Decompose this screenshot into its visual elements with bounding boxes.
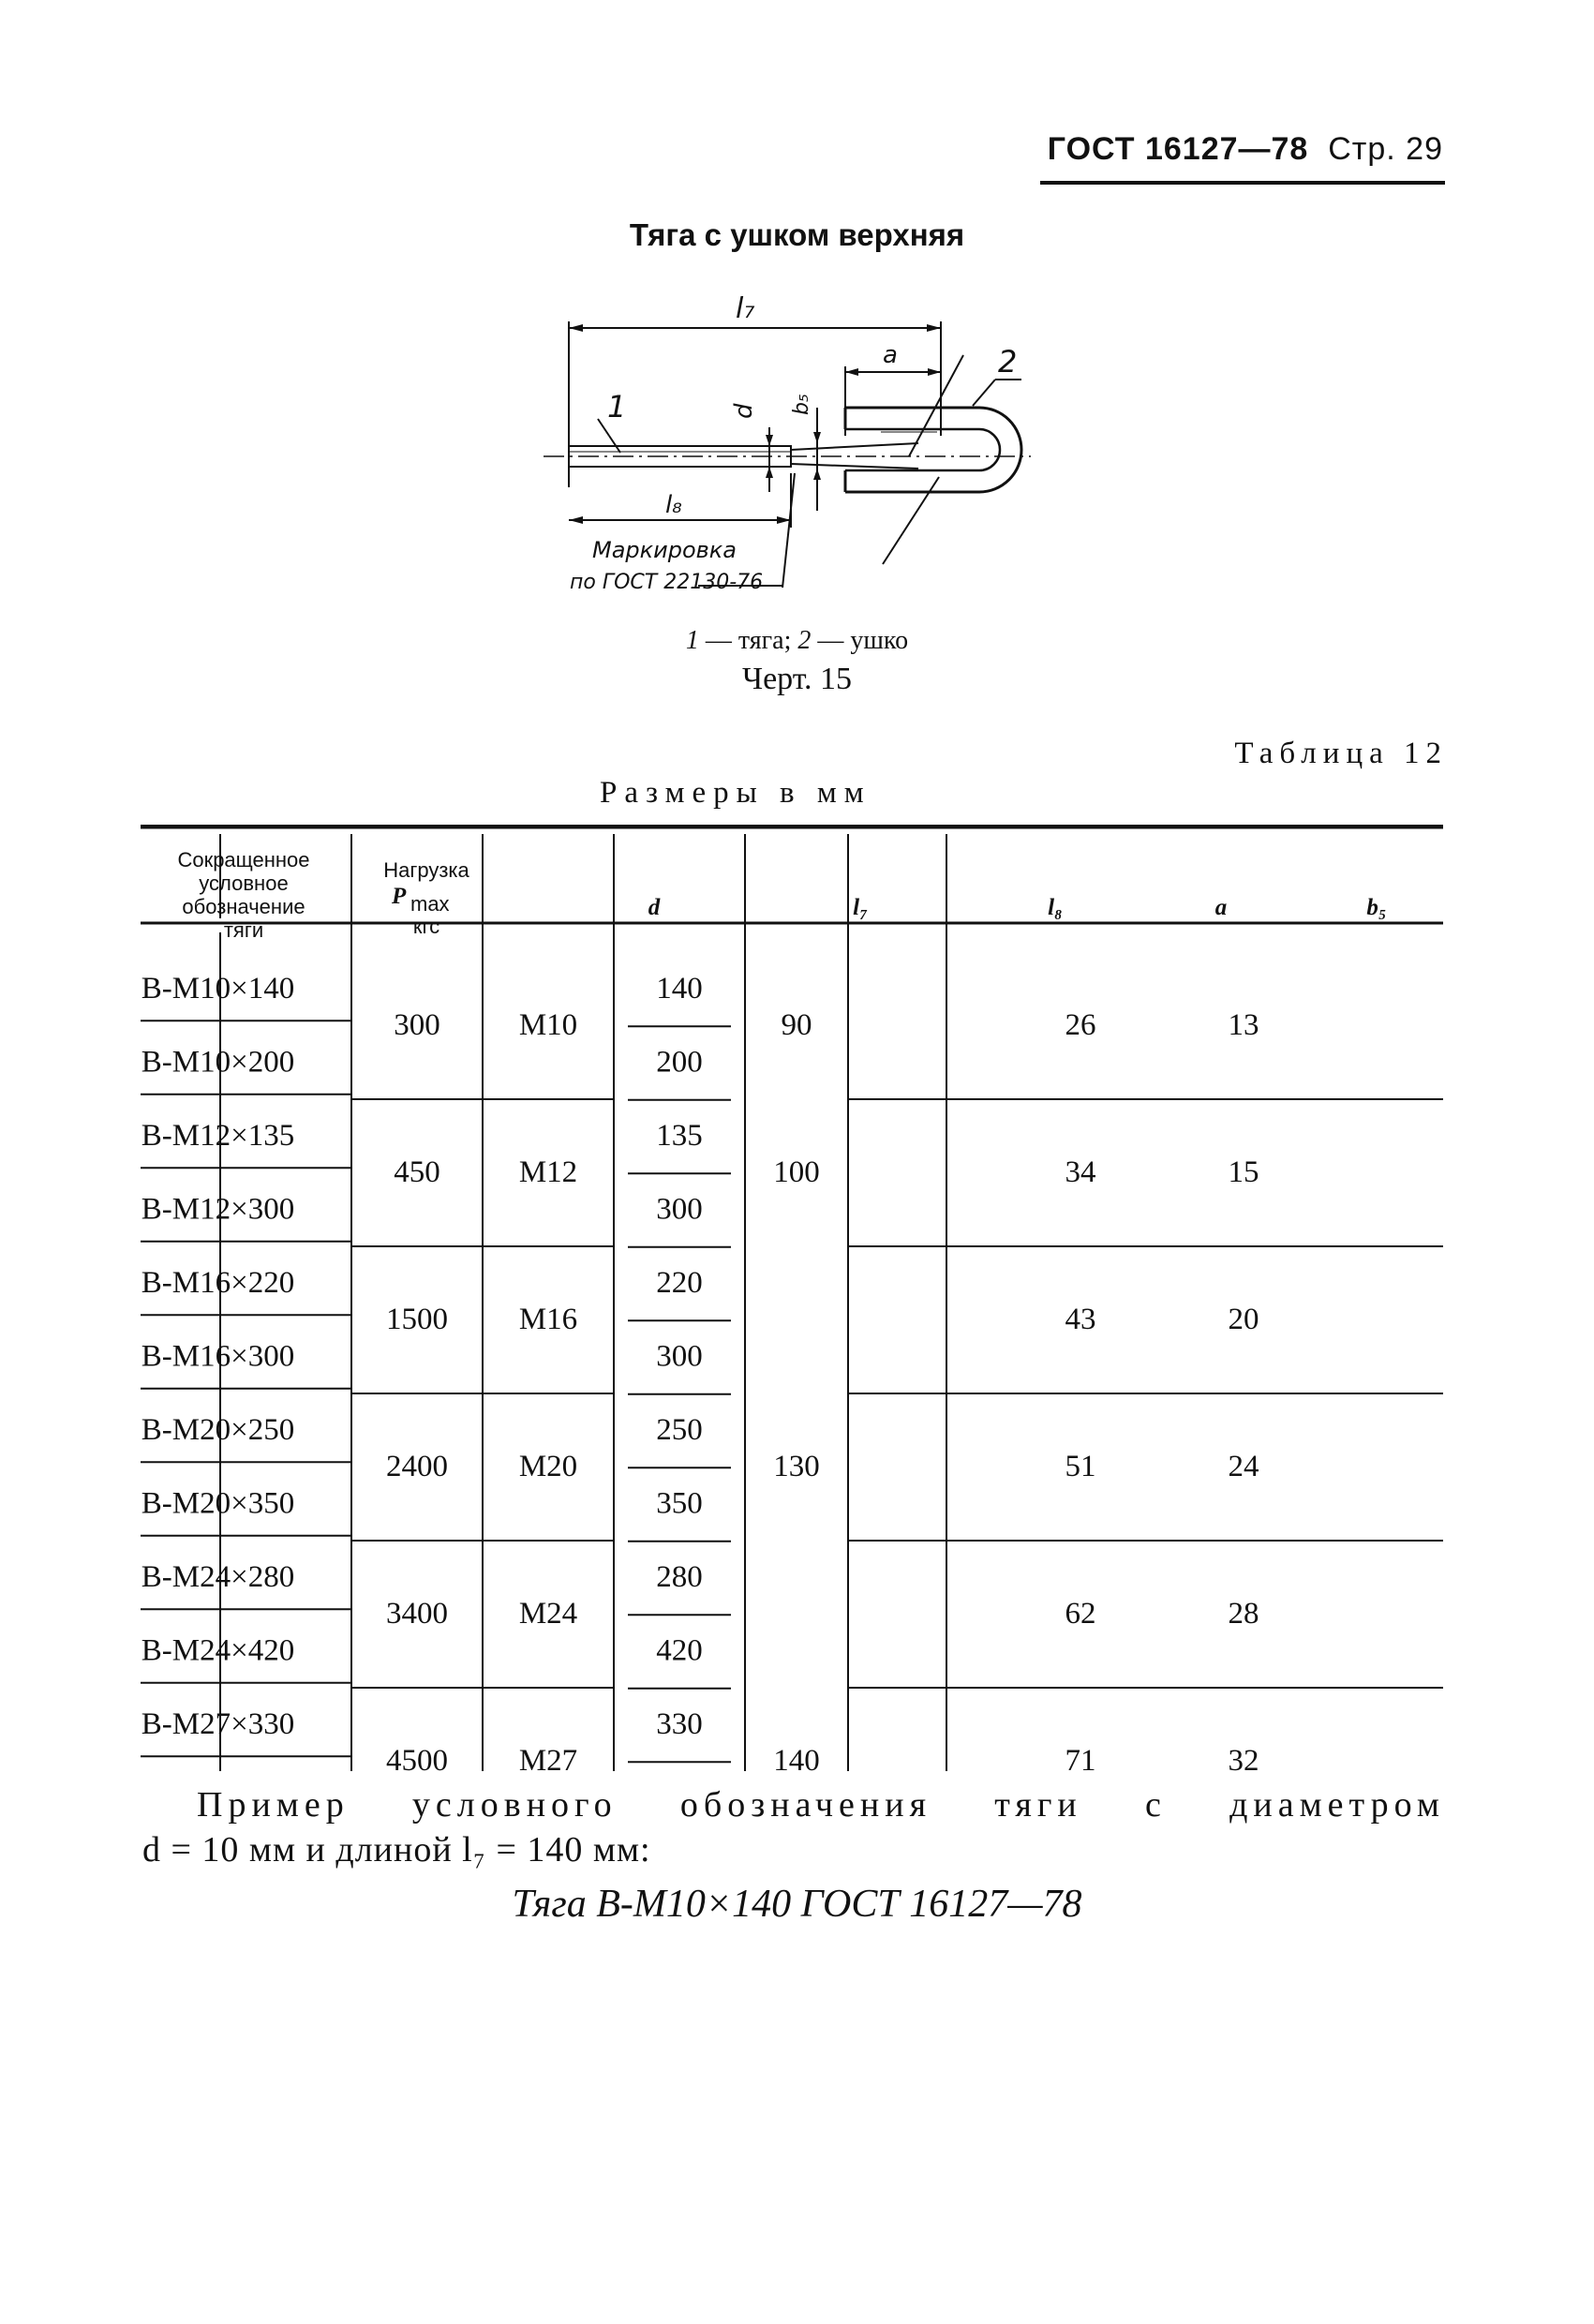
l7-label: l₇ [736,295,755,325]
header-designation-3: обозначение [182,895,305,918]
header-a: a [1214,895,1228,920]
d-label: d [730,403,758,419]
dimensions-table [141,825,1443,1771]
designation-cell: В-М10×140 [141,971,295,1006]
l8-cell: 140 [773,1744,820,1771]
figure-legend [0,626,1594,656]
b5-label: b₅ [790,394,813,415]
thread-cell: М20 [518,1450,578,1484]
designation-cell: В-М16×220 [141,1265,295,1300]
drawing-number: Черт. 15 [741,662,853,696]
a-cell: 71 [1065,1744,1096,1771]
legend-part2-number: 2 [797,626,812,655]
table-number: Таблица 12 [1234,737,1448,770]
thread-cell: М16 [518,1303,578,1337]
example-word: обозначения [679,1785,932,1825]
b5-cell: 20 [1228,1303,1259,1337]
standard-number: ГОСТ 16127—78 [1047,131,1309,167]
l7-cell: 200 [656,1045,703,1080]
header-load-symbol: P [392,884,407,909]
part2-leader [973,380,995,406]
part1-number: 1 [607,389,627,425]
designation-cell: В-М24×280 [141,1559,295,1594]
eye-outer [845,408,1021,492]
l7-cell: 350 [656,1486,703,1521]
designation-cell: В-М20×350 [141,1486,295,1521]
eye-inner [845,429,1000,470]
a-cell: 43 [1065,1303,1096,1337]
header-b5: b₅ [1366,895,1387,920]
example-word: диаметром [1229,1785,1445,1825]
b5-cell: 28 [1228,1597,1259,1631]
example-word: с [1145,1785,1167,1825]
marking-label-line2: по ГОСТ 22130-76 [570,571,764,594]
load-cell: 300 [394,1008,440,1043]
example-designation: Тяга В-М10×140 ГОСТ 16127—78 [512,1883,1082,1926]
page-number: Стр. 29 [1328,131,1443,167]
header-load-1: Нагрузка [383,858,469,882]
dimensions-caption: Размеры в мм [600,776,871,810]
load-cell: 2400 [386,1450,448,1484]
l7-cell: 280 [656,1559,703,1594]
l7-cell: 300 [656,1339,703,1374]
l7-cell: 135 [656,1118,703,1153]
header-load-sub: max [410,892,450,916]
designation-cell: В-М20×250 [141,1412,295,1447]
example-paragraph [142,1782,1445,1872]
example-word: тяги [994,1785,1082,1825]
header-rule [1040,181,1445,185]
a-cell: 26 [1065,1008,1096,1043]
example-line2: d = 10 мм и длиной l₇ = 140 мм: [142,1830,651,1870]
header-d: d [648,895,661,920]
designation-cell: В-М12×135 [141,1118,295,1153]
technical-drawing [544,295,1087,614]
header-l7: l₇ [853,895,868,920]
marking-leader [782,473,795,588]
figure-title: Тяга с ушком верхняя [629,217,965,252]
load-cell: 3400 [386,1597,448,1631]
l7-cell: 300 [656,1192,703,1227]
legend-part1-number: 1 [685,626,699,655]
b5-cell: 32 [1228,1744,1259,1771]
designation-cell: В-М12×300 [141,1192,295,1227]
header-l8: l₈ [1048,895,1063,920]
designation-cell: В-М24×420 [141,1633,295,1668]
header-designation-4: тяги [223,918,264,942]
l7-cell: 250 [656,1412,703,1447]
header-designation-1: Сокращенное [177,848,310,872]
header-designation-2: условное [199,872,289,895]
thread-cell: М12 [518,1155,578,1190]
part2-number: 2 [998,344,1018,380]
l7-cell: 140 [656,971,703,1006]
header-load-3: кгс [412,915,440,938]
example-word: Пример [197,1785,350,1825]
part1-leader [609,436,620,453]
l7-cell: 220 [656,1265,703,1300]
thread-cell: М24 [518,1597,578,1631]
section-line-bottom [883,477,939,564]
a-label: a [883,341,898,369]
designation-cell: В-М27×330 [141,1706,295,1741]
load-cell: 4500 [386,1744,448,1771]
b5-cell: 15 [1228,1155,1259,1190]
l7-cell: 330 [656,1706,703,1741]
marking-label-line1: Маркировка [592,537,737,563]
page-header [1031,131,1443,168]
l8-label: l₈ [665,491,682,519]
legend-part2-text: — ушко [817,626,909,655]
l7-cell: 420 [656,1633,703,1668]
l8-cell: 100 [773,1155,820,1190]
designation-cell: В-М16×300 [141,1339,295,1374]
example-word: условного [411,1785,618,1825]
load-cell: 450 [394,1155,440,1190]
a-cell: 62 [1065,1597,1096,1631]
a-cell: 34 [1065,1155,1096,1190]
b5-cell: 13 [1228,1008,1259,1043]
l8-cell: 130 [773,1450,820,1484]
section-line-top [909,355,963,456]
load-cell: 1500 [386,1303,448,1337]
b5-cell: 24 [1228,1450,1259,1484]
thread-cell: М27 [518,1744,578,1771]
legend-part1-text: — тяга; [705,626,792,655]
a-cell: 51 [1065,1450,1096,1484]
thread-cell: М10 [518,1008,578,1043]
designation-cell: В-М10×200 [141,1045,295,1080]
l8-cell: 90 [781,1008,812,1043]
